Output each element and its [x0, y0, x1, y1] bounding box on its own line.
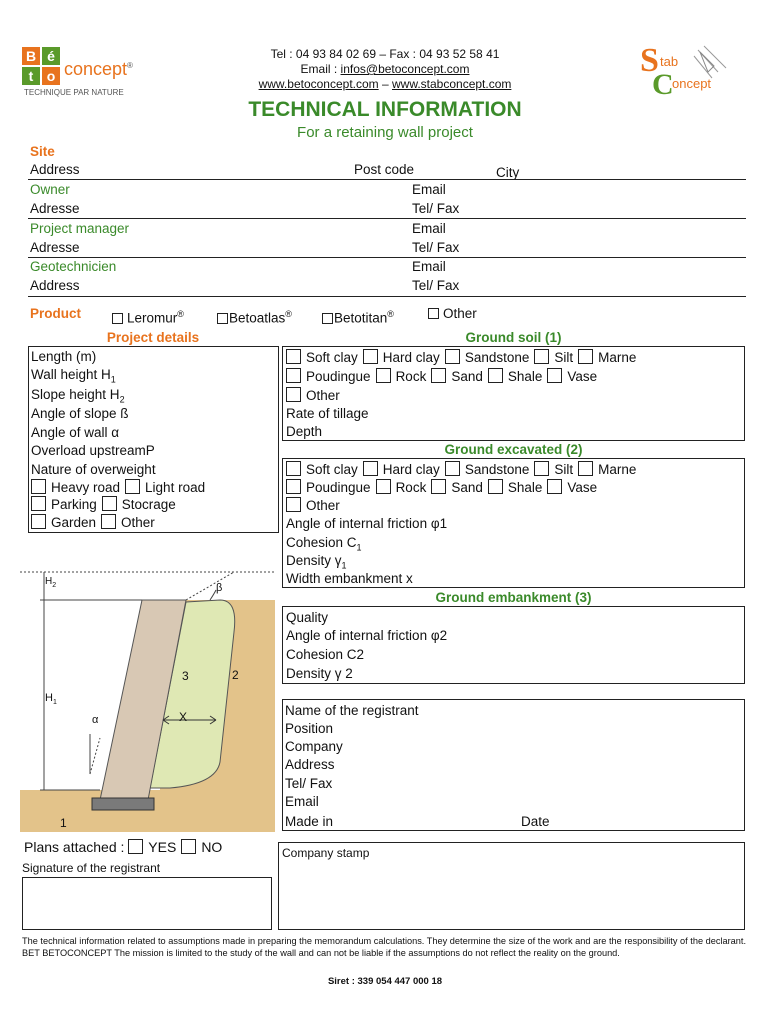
- checkbox[interactable]: [445, 349, 460, 364]
- excavated-rock[interactable]: Rock: [376, 479, 427, 497]
- option-heavy-road[interactable]: Heavy road: [31, 479, 120, 497]
- registrant-email-label: Email: [285, 794, 319, 809]
- logo-oncept: oncept: [672, 76, 712, 91]
- nature-label: Nature of overweight: [31, 462, 156, 477]
- excavated-marne[interactable]: Marne: [578, 461, 636, 479]
- registrant-date-label: Date: [521, 814, 550, 829]
- plans-no-option[interactable]: NO: [181, 839, 222, 855]
- excavated-friction-label: Angle of internal friction φ1: [286, 516, 448, 531]
- checkbox[interactable]: [578, 461, 593, 476]
- geo-email-label: Email: [412, 259, 446, 274]
- disclaimer-text: The technical information related to assumptions made in preparing the memorandum calculations. They determine the size of the work and are the responsibility of the declarant. BET BETOCONCEPT The mission is limited to the study of the wall and can not be liable if the assumptions do not reflect the reality on the ground.: [22, 936, 746, 958]
- divider: [28, 179, 746, 180]
- option-garden[interactable]: Garden: [31, 514, 96, 532]
- soil-sandstone[interactable]: Sandstone: [445, 349, 530, 367]
- email-label: Email :: [300, 62, 341, 76]
- checkbox[interactable]: [322, 313, 333, 324]
- owner-address-label: Adresse: [30, 201, 80, 216]
- logo-letter-t: t: [22, 67, 40, 85]
- logo-reg: ®: [127, 61, 133, 70]
- divider: [28, 296, 746, 297]
- excavated-shale[interactable]: Shale: [488, 479, 543, 497]
- registrant-company-label: Company: [285, 739, 343, 754]
- soil-hard-clay[interactable]: Hard clay: [363, 349, 440, 367]
- page-title: TECHNICAL INFORMATION: [248, 98, 522, 121]
- checkbox[interactable]: [286, 368, 301, 383]
- slope-line: [186, 572, 234, 600]
- embankment-friction-label: Angle of internal friction φ2: [286, 628, 448, 643]
- zone-3-label: 3: [182, 669, 189, 683]
- registrant-box: [282, 699, 745, 831]
- soil-shale[interactable]: Shale: [488, 368, 543, 386]
- ground-soil-heading: Ground soil (1): [465, 330, 562, 345]
- contact-phone: Tel : 04 93 84 02 69 – Fax : 04 93 52 58 41: [270, 47, 500, 61]
- excavated-cohesion-label: Cohesion $C_1$: [286, 535, 362, 553]
- checkbox[interactable]: [125, 479, 140, 494]
- logo-tagline: TECHNIQUE PAR NATURE: [24, 88, 124, 97]
- alpha-incline: [90, 738, 100, 774]
- project-details-box: [28, 346, 279, 533]
- checkbox[interactable]: [547, 479, 562, 494]
- registrant-address-label: Address: [285, 757, 335, 772]
- excavated-vase[interactable]: Vase: [547, 479, 597, 497]
- logo-letter-b: B: [22, 47, 40, 65]
- checkbox[interactable]: [181, 839, 196, 854]
- zone-2-label: 2: [232, 668, 239, 682]
- site-postcode-label: Post code: [354, 162, 415, 177]
- divider: [28, 257, 746, 258]
- owner-email-label: Email: [412, 182, 446, 197]
- embankment-quality-label: Quality: [286, 610, 329, 625]
- logo-tab: tab: [660, 54, 679, 69]
- checkbox[interactable]: [286, 387, 301, 402]
- checkbox[interactable]: [286, 461, 301, 476]
- retaining-wall-diagram: [20, 552, 275, 832]
- wall-height-label: Wall height $H_1$: [31, 367, 116, 385]
- angle-slope-label: Angle of slope ß: [31, 406, 129, 421]
- checkbox[interactable]: [376, 368, 391, 383]
- plans-label: Plans attached :: [24, 839, 125, 855]
- site-city-label: City: [496, 165, 520, 180]
- registrant-name-label: Name of the registrant: [285, 703, 419, 718]
- registrant-position-label: Position: [285, 721, 334, 736]
- email-link[interactable]: infos@betoconcept.com: [340, 62, 470, 76]
- ground-soil-box: [282, 346, 745, 441]
- contact-block: [200, 47, 570, 92]
- checkbox[interactable]: [128, 839, 143, 854]
- logo-c: C: [652, 68, 674, 101]
- checkbox[interactable]: [286, 497, 301, 512]
- betoconcept-logo: [22, 47, 152, 99]
- checkbox[interactable]: [376, 479, 391, 494]
- checkbox[interactable]: [286, 349, 301, 364]
- geo-address-label: Address: [30, 278, 80, 293]
- logo-word: concept: [64, 59, 128, 79]
- registrant-tel-label: Tel/ Fax: [285, 776, 333, 791]
- excavated-hard-clay[interactable]: Hard clay: [363, 461, 440, 479]
- checkbox[interactable]: [428, 308, 439, 319]
- embankment-density-label: Density γ 2: [286, 666, 353, 681]
- excavated-sandstone[interactable]: Sandstone: [445, 461, 530, 479]
- checkbox[interactable]: [547, 368, 562, 383]
- registrant-madein-label: Made in: [285, 814, 334, 829]
- excavated-silt[interactable]: Silt: [534, 461, 573, 479]
- logo-letter-o: o: [42, 67, 60, 85]
- site-heading: Site: [30, 144, 55, 159]
- soil-poudingue[interactable]: Poudingue: [286, 368, 371, 386]
- pm-address-label: Adresse: [30, 240, 80, 255]
- checkbox[interactable]: [534, 349, 549, 364]
- tillage-label: Rate of tillage: [286, 406, 369, 421]
- checkbox[interactable]: [31, 479, 46, 494]
- site-address-label: Address: [30, 162, 80, 177]
- excavated-sand[interactable]: Sand: [431, 479, 483, 497]
- checkbox[interactable]: [445, 461, 460, 476]
- slope-height-label: Slope height $H_2$: [31, 387, 125, 405]
- plans-yes-option[interactable]: YES: [128, 839, 176, 855]
- soil-vase[interactable]: Vase: [547, 368, 597, 386]
- checkbox[interactable]: [102, 496, 117, 511]
- checkbox[interactable]: [217, 313, 228, 324]
- website-link-betoconcept[interactable]: www.betoconcept.com: [258, 77, 379, 91]
- wall-footing: [92, 798, 154, 810]
- siret-number: Siret : 339 054 447 000 18: [327, 976, 443, 987]
- geo-heading: Geotechnicien: [30, 259, 117, 274]
- signature-box[interactable]: [22, 877, 272, 930]
- ground-embankment-heading: Ground embankment (3): [435, 590, 592, 605]
- angle-wall-label: Angle of wall α: [31, 425, 120, 440]
- divider: [28, 218, 746, 219]
- product-option-betotitan[interactable]: Betotitan®: [322, 305, 394, 328]
- geo-tel-label: Tel/ Fax: [412, 278, 460, 293]
- checkbox[interactable]: [431, 368, 446, 383]
- diagram-graphic: [20, 552, 275, 832]
- soil-soft-clay[interactable]: Soft clay: [286, 349, 358, 367]
- checkbox[interactable]: [534, 461, 549, 476]
- checkbox[interactable]: [31, 514, 46, 529]
- signature-label: Signature of the registrant: [22, 861, 161, 875]
- ground-embankment-box: [282, 606, 745, 684]
- checkbox[interactable]: [112, 313, 123, 324]
- product-label: Product: [30, 306, 82, 321]
- excavated-soft-clay[interactable]: Soft clay: [286, 461, 358, 479]
- logo-letter-e: é: [42, 47, 60, 65]
- checkbox[interactable]: [31, 496, 46, 511]
- soil-rock[interactable]: Rock: [376, 368, 427, 386]
- owner-heading: Owner: [30, 182, 70, 197]
- page-subtitle: For a retaining wall project: [297, 124, 473, 141]
- product-option-betoatlas[interactable]: Betoatlas®: [217, 305, 292, 328]
- company-stamp-box[interactable]: [278, 842, 745, 930]
- pm-heading: Project manager: [30, 221, 130, 236]
- excavated-width-label: Width embankment x: [286, 571, 413, 586]
- length-label: Length (m): [31, 349, 97, 364]
- website-link-stabconcept[interactable]: www.stabconcept.com: [392, 77, 512, 91]
- excavated-poudingue[interactable]: Poudingue: [286, 479, 371, 497]
- checkbox[interactable]: [431, 479, 446, 494]
- checkbox[interactable]: [363, 349, 378, 364]
- option-light-road[interactable]: Light road: [125, 479, 205, 497]
- excavated-other[interactable]: Other: [286, 497, 340, 515]
- embankment-cohesion-label: Cohesion C2: [286, 647, 365, 662]
- zone-1-label: 1: [60, 816, 67, 830]
- checkbox[interactable]: [488, 368, 503, 383]
- option-parking[interactable]: Parking: [31, 496, 97, 514]
- owner-tel-label: Tel/ Fax: [412, 201, 460, 216]
- overload-label: Overload upstreamP: [31, 443, 155, 458]
- soil-silt[interactable]: Silt: [534, 349, 573, 367]
- h2-label: $H_2$: [45, 576, 57, 589]
- pm-email-label: Email: [412, 221, 446, 236]
- depth-label: Depth: [286, 424, 323, 439]
- company-stamp-label: Company stamp: [282, 846, 370, 860]
- product-option-other[interactable]: Other: [428, 305, 477, 323]
- stabconcept-logo: [638, 42, 734, 102]
- option-storage[interactable]: Stocrage: [102, 496, 176, 514]
- h1-label: $H_1$: [45, 692, 57, 707]
- logo-s: S: [640, 42, 659, 79]
- web-separator: –: [378, 77, 392, 91]
- checkbox[interactable]: [101, 514, 116, 529]
- excavated-density-label: Density $\gamma_1$: [286, 553, 347, 571]
- checkbox[interactable]: [363, 461, 378, 476]
- soil-marne[interactable]: Marne: [578, 349, 636, 367]
- checkbox[interactable]: [286, 479, 301, 494]
- pm-tel-label: Tel/ Fax: [412, 240, 460, 255]
- soil-other[interactable]: Other: [286, 387, 340, 405]
- soil-sand[interactable]: Sand: [431, 368, 483, 386]
- beta-label: β: [216, 582, 223, 594]
- option-other-overweight[interactable]: Other: [101, 514, 155, 532]
- ground-excavated-heading: Ground excavated (2): [444, 442, 583, 457]
- checkbox[interactable]: [488, 479, 503, 494]
- x-label: X: [179, 710, 188, 724]
- product-option-leromur[interactable]: Leromur®: [112, 305, 184, 328]
- alpha-label: α: [92, 714, 99, 726]
- project-details-heading: Project details: [106, 330, 200, 345]
- ground-excavated-box: [282, 458, 745, 588]
- checkbox[interactable]: [578, 349, 593, 364]
